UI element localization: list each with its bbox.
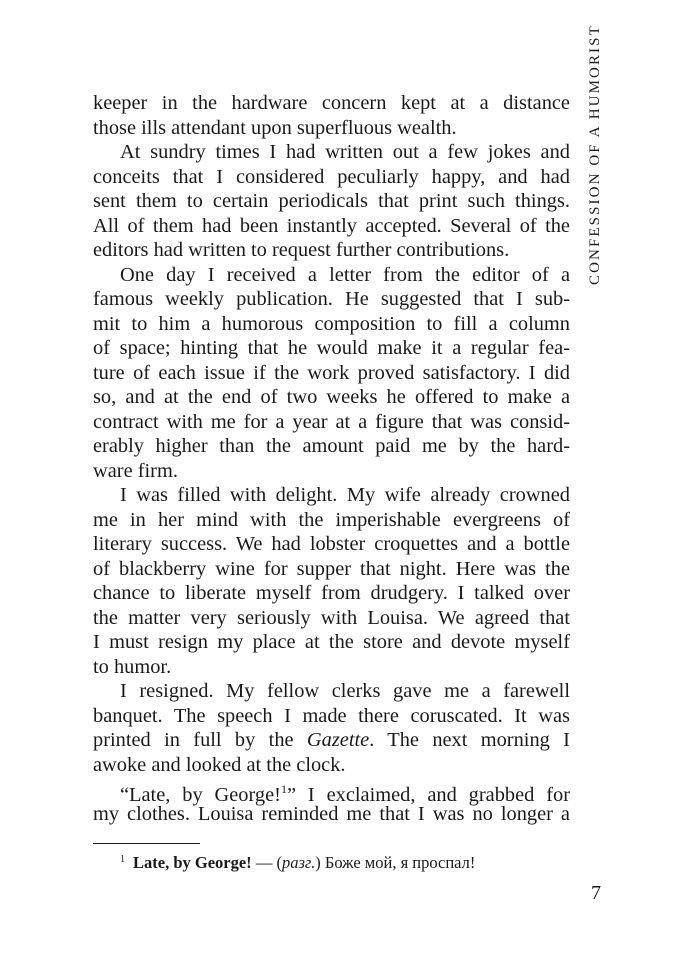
text-line: sent them to certain periodicals that print such things. <box>93 190 570 212</box>
text-line: banquet. The speech I made there coruscated. It was <box>93 704 570 727</box>
text-line: me in her mind with the imperishable evergreens of <box>93 508 570 531</box>
footnote-term: Late, by George! <box>133 853 252 872</box>
paragraph <box>93 140 570 263</box>
footnote-divider <box>93 843 200 844</box>
text-run: printed in full by the <box>93 729 294 751</box>
text-line: the matter very seriously with Louisa. We agreed that <box>93 606 570 629</box>
text-line: literary success. We had lobster croquettes and a bottle <box>93 533 570 555</box>
text-line: famous weekly publication. He suggested that I sub- <box>93 288 570 310</box>
text-line: conceits that I considered peculiarly happy, and had <box>93 165 570 188</box>
text-line: those ills attendant upon superfluous wealth. <box>93 116 457 139</box>
text-line <box>93 777 570 806</box>
text-line: ture of each issue if the work proved satisfactory. I did <box>93 361 570 384</box>
text-line: One day I received a letter from the editor of a <box>120 263 570 286</box>
text-line <box>93 728 570 753</box>
text-run: . The next morning I <box>369 729 570 751</box>
text-line: chance to liberate myself from drudgery. I talked over <box>93 582 570 604</box>
body-text <box>93 91 570 826</box>
footnote-label: разг. <box>281 853 316 872</box>
footnote-ref[interactable]: 1 <box>280 782 287 796</box>
text-line: keeper in the hardware concern kept at a distance <box>93 92 570 114</box>
text-line: of blackberry wine for supper that night. Here was the <box>93 557 570 580</box>
paragraph <box>93 483 570 679</box>
paragraph <box>93 263 570 484</box>
text-line: mit to him a humorous composition to fill a column <box>93 312 570 335</box>
text-line: All of them had been instantly accepted. Several of the <box>93 214 570 237</box>
text-line: editors had written to request further contributions. <box>93 239 510 261</box>
text-line: to humor. <box>93 655 172 678</box>
text-line: ware firm. <box>93 459 178 482</box>
text-line: At sundry times I had written out a few jokes and <box>120 141 570 163</box>
text-run: “Late, by George! <box>120 783 281 806</box>
text-line: I must resign my place at the store and devote myself <box>93 631 570 653</box>
text-line: my clothes. Louisa reminded me that I was no longer a <box>93 802 570 825</box>
paragraph <box>93 679 570 777</box>
emphasis-gazette: Gazette <box>306 729 370 751</box>
text-line: contract with me for a year at a figure that was consid- <box>93 410 570 433</box>
page-number: 7 <box>591 882 601 904</box>
text-line: of space; hinting that he would make it a regular fea- <box>93 337 570 359</box>
text-line: erably higher than the amount paid me by the hard- <box>93 435 570 457</box>
footnote-dash: — ( <box>251 853 282 872</box>
footnote-translation: ) Боже мой, я проспал! <box>315 853 476 872</box>
text-line: I resigned. My fellow clerks gave me a farewell <box>120 680 570 702</box>
paragraph <box>93 91 570 140</box>
footnote <box>120 850 475 873</box>
footnote-mark: 1 <box>120 854 125 865</box>
text-line: I was filled with delight. My wife already crowned <box>120 484 570 506</box>
text-line: so, and at the end of two weeks he offered to make a <box>93 386 570 408</box>
text-line: awoke and looked at the clock. <box>93 753 346 776</box>
text-run: ” I exclaimed, and grabbed for <box>286 783 570 806</box>
paragraph <box>93 777 570 826</box>
running-head: CONFESSION OF A HUMORIST <box>587 24 603 285</box>
